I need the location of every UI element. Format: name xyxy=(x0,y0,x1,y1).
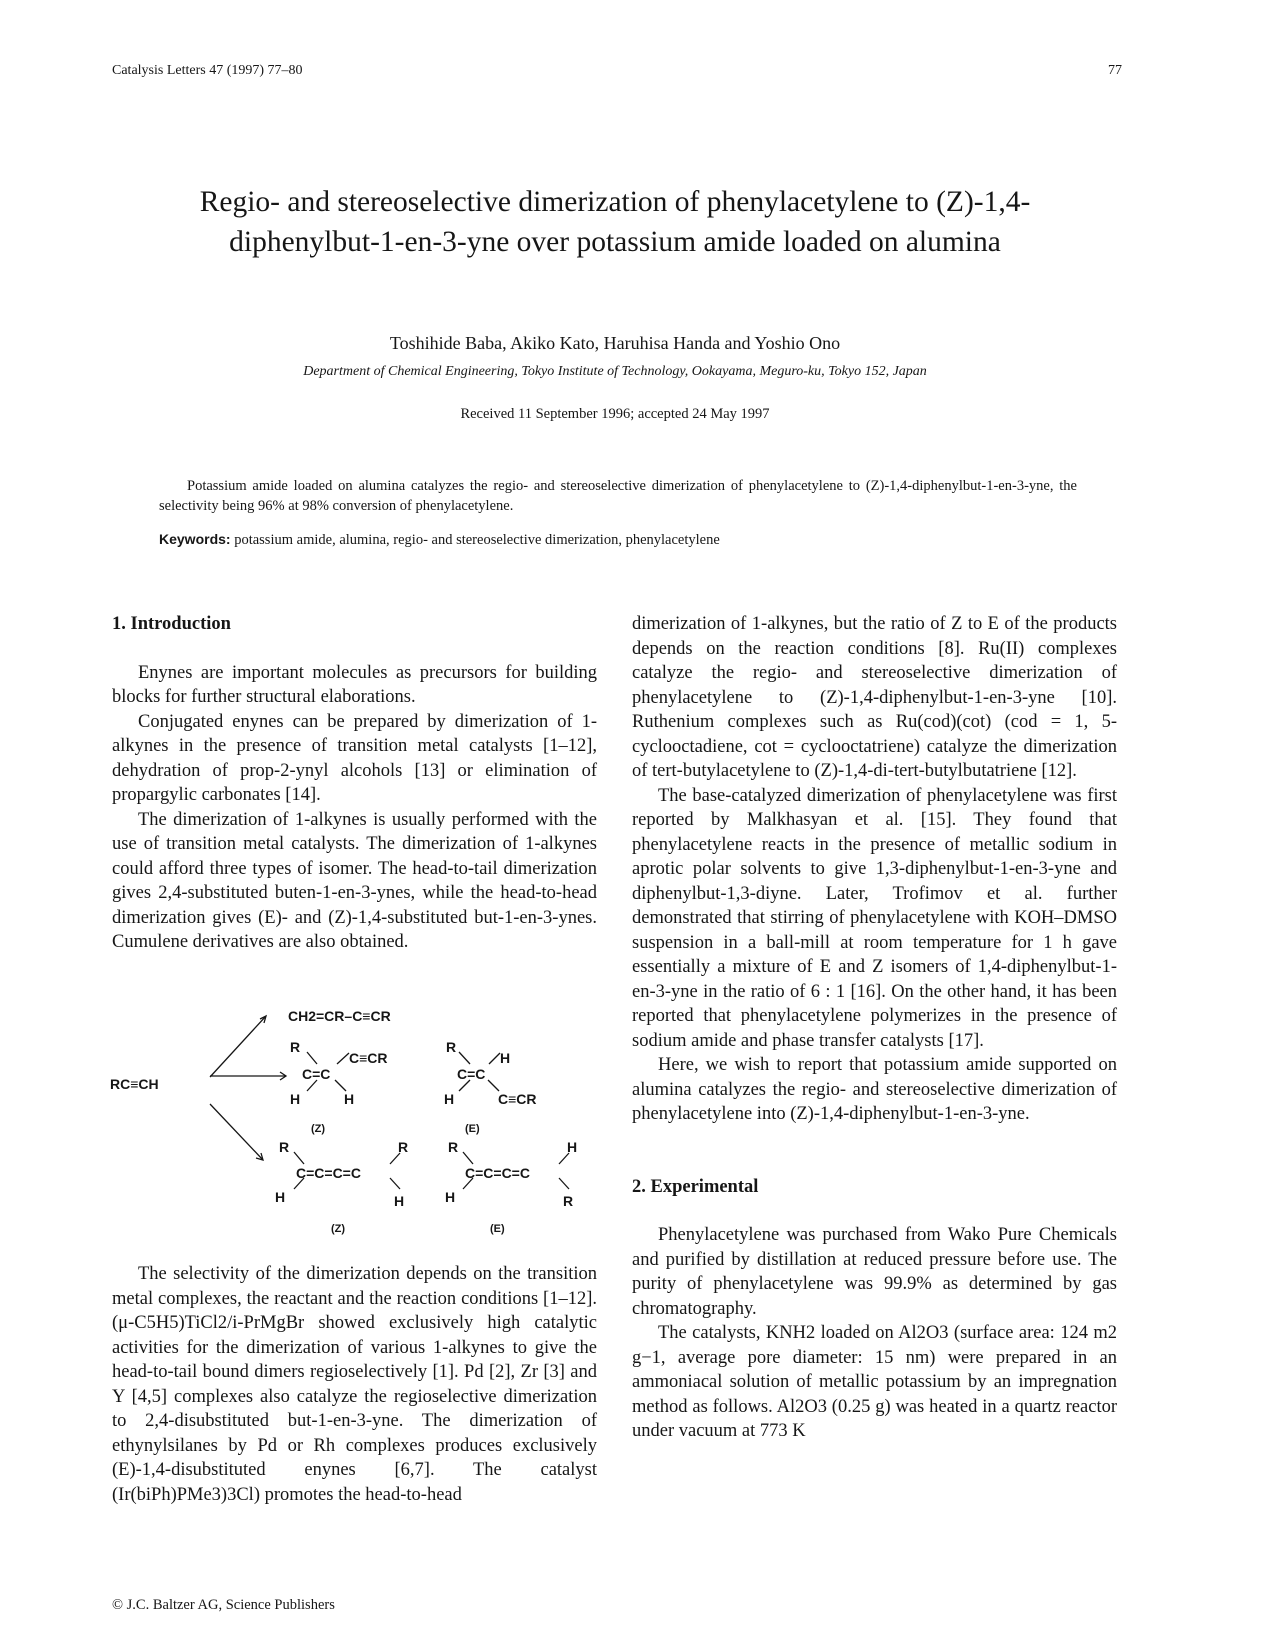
scheme-ec-r-left: R xyxy=(448,1139,459,1155)
scheme-label-e2: (E) xyxy=(490,1223,505,1235)
left-column-bottom xyxy=(112,1262,597,1507)
scheme-z-triple: C≡CR xyxy=(349,1050,388,1066)
scheme-ec-r-right: R xyxy=(563,1193,574,1209)
scheme-ec-h-left: H xyxy=(445,1189,456,1205)
section-heading-introduction: 1. Introduction xyxy=(112,614,231,634)
right-column xyxy=(632,612,1117,1444)
scheme-label-z1: (Z) xyxy=(311,1123,326,1135)
experimental-paragraph-2: The catalysts, KNH2 loaded on Al2O3 (surface area: 124 m2 g−1, average pore diameter: 15 nm) were prepared in an ammoniacal solution of metallic potassium by an impregnation method as follows. Al2O3 (0.25 g) was heated in a quartz reactor under vacuum at 773 K xyxy=(632,1323,1117,1441)
affiliation: Department of Chemical Engineering, Tokyo Institute of Technology, Ookayama, Meguro-ku, Tokyo 152, Japan xyxy=(303,364,927,379)
scheme-e-r-left: R xyxy=(446,1039,457,1055)
authors: Toshihide Baba, Akiko Kato, Haruhisa Handa and Yoshio Ono xyxy=(389,333,841,353)
scheme-zc-r-right: R xyxy=(398,1139,409,1155)
scheme-e-triple: C≡CR xyxy=(498,1091,537,1107)
copyright-footer: © J.C. Baltzer AG, Science Publishers xyxy=(112,1597,335,1613)
reaction-scheme xyxy=(108,992,608,1247)
page-number: 77 xyxy=(1108,63,1122,78)
scheme-e-h-right: H xyxy=(500,1050,511,1066)
scheme-ec-chain: C=C=C=C xyxy=(465,1165,530,1181)
keywords-label: Keywords: xyxy=(159,531,231,547)
intro-paragraph-4: The selectivity of the dimerization depends on the transition metal complexes, the reactant and the reaction conditions [1–12]. (μ-C5H5)TiCl2/i-PrMgBr showed exclusively high catalytic activities for the dimerization of various 1-alkynes to give the head-to-tail bound dimers regioselectively [1]. Pd [2], Zr [3] and Y [4,5] complexes also catalyze the regioselective dimerization to 2,4-disubstituted but-1-en-3-yne. The dimerization of ethynylsilanes by Pd or Rh complexes produces exclusively (E)-1,4-disubstituted enynes [6,7]. The catalyst (Ir(biPh)PMe3)3Cl) promotes the head-to-head xyxy=(112,1264,597,1505)
scheme-z-double: C=C xyxy=(302,1066,331,1082)
keywords-text: potassium amide, alumina, regio- and stereoselective dimerization, phenylacetylene xyxy=(234,532,720,548)
scheme-z-h-left: H xyxy=(290,1091,301,1107)
intro-paragraph-5: The base-catalyzed dimerization of phenylacetylene was first reported by Malkhasyan et al. [15]. They found that phenylacetylene reacts in the presence of metallic sodium in aprotic polar solvents to give 1,3-diphenylbut-1-en-3-yne and diphenylbut-1,3-diyne. Later, Trofimov et al. further demonstrated that stirring of phenylacetylene with KOH–DMSO suspension in a ball-mill at room temperature for 1 h gave essentially a mixture of E and Z isomers of 1,4-diphenylbut-1-en-3-yne in the ratio of 6 : 1 [16]. On the other hand, it has been reported that phenylacetylene polymerizes in the presence of sodium amide and phase transfer catalysts [17]. xyxy=(632,785,1117,1051)
scheme-ec-h-right: H xyxy=(567,1139,578,1155)
scheme-zc-h-right: H xyxy=(394,1193,405,1209)
left-column-top xyxy=(112,612,597,955)
scheme-e-h-left: H xyxy=(444,1091,455,1107)
scheme-label-z2: (Z) xyxy=(331,1223,346,1235)
scheme-reactant: RC≡CH xyxy=(110,1076,159,1092)
scheme-zc-r-left: R xyxy=(279,1139,290,1155)
keywords xyxy=(159,531,1077,549)
intro-paragraph-2: Conjugated enynes can be prepared by dimerization of 1-alkynes in the presence of transition metal catalysts [1–12], dehydration of prop-2-ynyl alcohols [13] or elimination of propargylic carbonates [14]. xyxy=(112,711,597,805)
intro-paragraph-1: Enynes are important molecules as precursors for building blocks for further structural elaborations. xyxy=(112,662,597,707)
intro-paragraph-4-continued: dimerization of 1-alkynes, but the ratio of Z to E of the products depends on the reaction conditions [8]. Ru(II) complexes catalyze the regio- and stereoselective dimerization of phenylacetylene to (Z)-1,4-diphenylbut-1-en-3-yne [10]. Ruthenium complexes such as Ru(cod)(cot) (cod = 1, 5-cyclooctadiene, cot = cyclooctatriene) catalyze the dimerization of tert-butylacetylene to (Z)-1,4-di-tert-butylbutatriene [12]. xyxy=(632,614,1117,781)
intro-paragraph-6: Here, we wish to report that potassium amide supported on alumina catalyzes the regio- and stereoselective dimerization of phenylacetylene into (Z)-1,4-diphenylbut-1-en-3-yne. xyxy=(632,1055,1117,1124)
scheme-label-e1: (E) xyxy=(465,1123,480,1135)
journal-citation: Catalysis Letters 47 (1997) 77–80 xyxy=(112,63,303,78)
abstract: Potassium amide loaded on alumina catalyzes the regio- and stereoselective dimerization of phenylacetylene to (Z)-1,4-diphenylbut-1-en-3-yne, the selectivity being 96% at 98% conversion of phenylacetylene. xyxy=(159,478,1077,514)
scheme-z-r-left: R xyxy=(290,1039,301,1055)
scheme-e-double: C=C xyxy=(457,1066,486,1082)
scheme-zc-chain: C=C=C=C xyxy=(296,1165,361,1181)
scheme-head-to-tail-product: CH2=CR–C≡CR xyxy=(288,1008,391,1024)
paper-title: Regio- and stereoselective dimerization of phenylacetylene to (Z)-1,4-diphenylbut-1-en-3-yne over potassium amide loaded on alumina xyxy=(199,186,1031,258)
experimental-paragraph-1: Phenylacetylene was purchased from Wako Pure Chemicals and purified by distillation at reduced pressure before use. The purity of phenylacetylene was 99.9% as determined by gas chromatography. xyxy=(632,1225,1117,1319)
scheme-z-h-right: H xyxy=(344,1091,355,1107)
section-heading-experimental: 2. Experimental xyxy=(632,1176,759,1197)
received-dates: Received 11 September 1996; accepted 24 May 1997 xyxy=(460,406,770,422)
intro-paragraph-3: The dimerization of 1-alkynes is usually performed with the use of transition metal catalysts. The dimerization of 1-alkynes could afford three types of isomer. The head-to-tail dimerization gives 2,4-substituted buten-1-en-3-ynes, while the head-to-head dimerization gives (E)- and (Z)-1,4-substituted but-1-en-3-ynes. Cumulene derivatives are also obtained. xyxy=(112,809,597,952)
scheme-zc-h-left: H xyxy=(275,1189,286,1205)
